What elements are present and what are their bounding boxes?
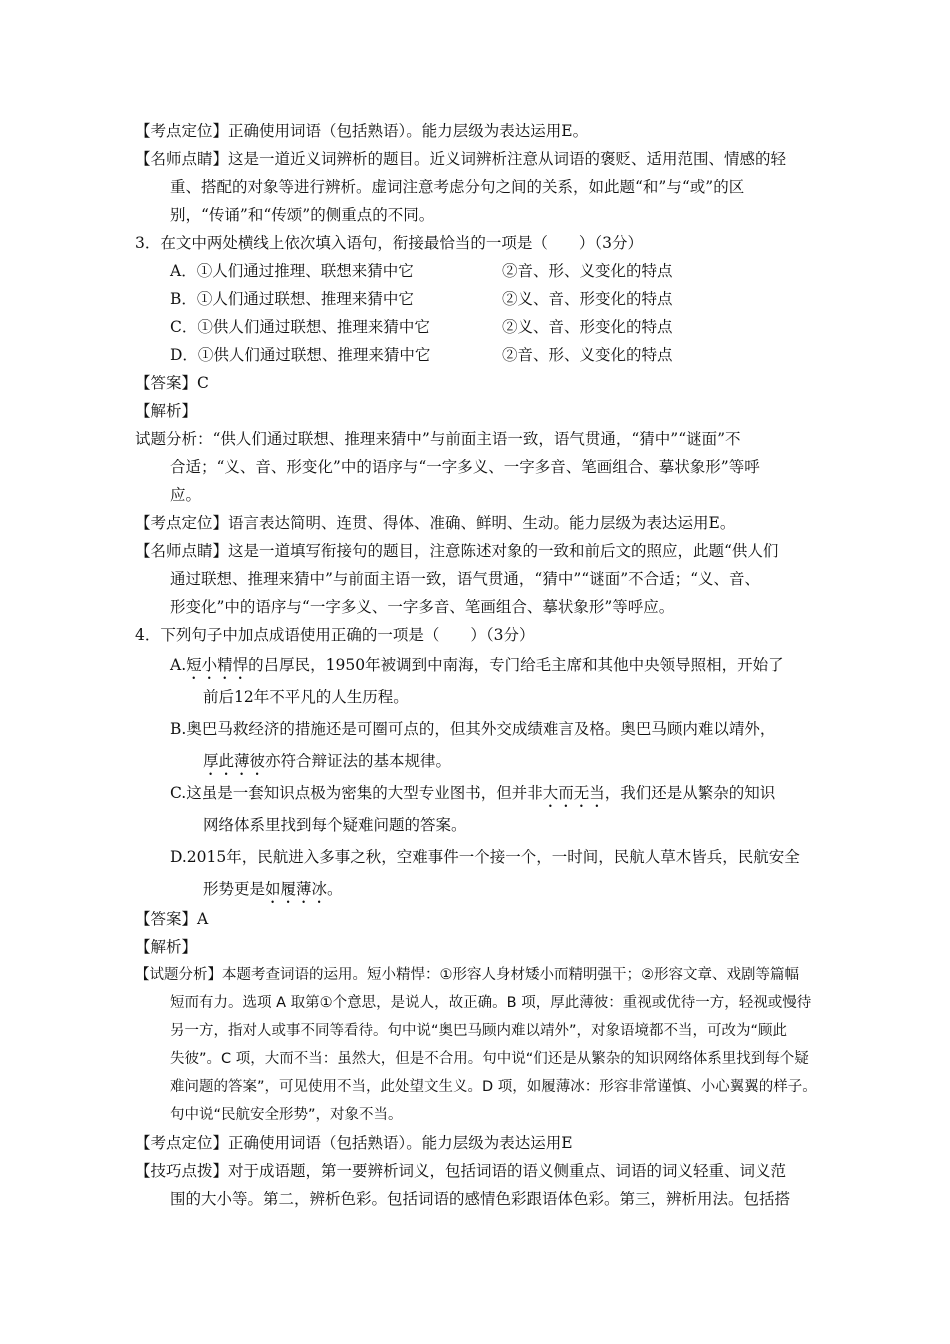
text-line: 应。 <box>170 486 202 504</box>
text-line <box>0 745 950 777</box>
text-line: 前后12年不平凡的人生历程。 <box>203 688 409 706</box>
text-line: 别，“传诵”和“传颂”的侧重点的不同。 <box>170 206 435 224</box>
dotted-idiom: 厚此薄彼 <box>203 752 266 770</box>
question-3-stem: 3．在文中两处横线上依次填入语句，衔接最恰当的一项是（ ）（3分） <box>135 234 643 252</box>
option-a-part2: ②音、形、义变化的特点 <box>502 262 673 280</box>
text-span: 亦符合辩证法的基本规律。 <box>265 752 452 770</box>
answer-label: 【答案】A <box>135 910 209 928</box>
text-line: 【名师点睛】这是一道近义词辨析的题目。近义词辨析注意从词语的褒贬、适用范围、情感的轻 <box>135 150 787 168</box>
option-b <box>0 285 950 313</box>
text-line: 句中说“民航安全形势”，对象不当。 <box>170 1107 403 1123</box>
dotted-idiom: 大而无当 <box>542 784 605 802</box>
text-line: 难问题的答案”，可见使用不当，此处望文生义。D 项，如履薄冰：形容非常谨慎、小心翼翼的样子。 <box>170 1079 817 1095</box>
text-line: 【考点定位】正确使用词语（包括熟语）。能力层级为表达运用E。 <box>135 122 589 140</box>
text-line: 通过联想、推理来猜中”与前面主语一致，语气贯通，“猜中”“谜面”不合适；“义、音、 <box>170 570 761 588</box>
text-line: 围的大小等。第二，辨析色彩。包括词语的感情色彩跟语体色彩。第三，辨析用法。包括搭 <box>170 1190 791 1208</box>
text-line: 【试题分析】本题考查词语的运用。短小精悍：①形容人身材矮小而精明强干；②形容文章、戏剧等篇幅 <box>135 967 799 983</box>
text-line: 【技巧点拨】对于成语题，第一要辨析词义，包括词语的语义侧重点、词语的词义轻重、词义范 <box>135 1162 787 1180</box>
analysis-label: 【解析】 <box>135 402 198 420</box>
option-c-part2: ②义、音、形变化的特点 <box>502 318 673 336</box>
dotted-idiom: 如履薄冰 <box>265 880 328 898</box>
text-span: A. <box>170 656 187 674</box>
text-span: C.这虽是一套知识点极为密集的大型专业图书，但并非 <box>170 784 543 802</box>
text-span: 形势更是 <box>203 880 266 898</box>
option-c-line <box>0 777 950 809</box>
analysis-label: 【解析】 <box>135 938 198 956</box>
text-line: 失彼”。C 项，大而不当：虽然大，但是不合用。句中说“们还是从繁杂的知识网络体系里找到每个疑 <box>170 1051 809 1067</box>
text-line: 试题分析：“供人们通过联想、推理来猜中”与前面主语一致，语气贯通，“猜中”“谜面”不 <box>135 430 741 448</box>
dotted-idiom: 短小精悍 <box>186 656 249 674</box>
option-b-line: B.奥巴马救经济的措施还是可圈可点的，但其外交成绩难言及格。奥巴马顾内难以靖外， <box>170 720 776 738</box>
option-d-part2: ②音、形、义变化的特点 <box>502 346 673 364</box>
option-d-part1: D．①供人们通过联想、推理来猜中它 <box>170 346 431 364</box>
option-c-part1: C．①供人们通过联想、推理来猜中它 <box>170 318 430 336</box>
document-body <box>0 117 950 1213</box>
text-span: 。 <box>327 880 343 898</box>
option-d-line: D.2015年，民航进入多事之秋，空难事件一个接一个，一时间，民航人草木皆兵，民航安全 <box>170 848 800 866</box>
text-line <box>0 873 950 905</box>
option-a-line <box>0 649 950 681</box>
option-b-part1: B．①人们通过联想、推理来猜中它 <box>170 290 414 308</box>
option-a <box>0 257 950 285</box>
text-line: 合适；“义、音、形变化”中的语序与“一字多义、一字多音、笔画组合、摹状象形”等呼 <box>170 458 760 476</box>
option-c <box>0 313 950 341</box>
question-4-stem: 4．下列句子中加点成语使用正确的一项是（ ）（3分） <box>135 626 535 644</box>
text-line: 短而有力。选项 A 取第①个意思，是说人，故正确。B 项，厚此薄彼：重视或优待一方，轻视或慢待 <box>170 995 812 1011</box>
text-line: 【名师点睛】这是一道填写衔接句的题目，注意陈述对象的一致和前后文的照应，此题“供人们 <box>135 542 779 560</box>
text-line: 形变化”中的语序与“一字多义、一字多音、笔画组合、摹状象形”等呼应。 <box>170 598 675 616</box>
text-line: 【考点定位】语言表达简明、连贯、得体、准确、鲜明、生动。能力层级为表达运用E。 <box>135 514 736 532</box>
text-line: 网络体系里找到每个疑难问题的答案。 <box>203 816 467 834</box>
text-line: 另一方，指对人或事不同等看待。句中说“奥巴马顾内难以靖外”，对象语境都不当，可改为“顾此 <box>170 1023 788 1039</box>
option-a-part1: A．①人们通过推理、联想来猜中它 <box>170 262 414 280</box>
text-line: 重、搭配的对象等进行辨析。虚词注意考虑分句之间的关系，如此题“和”与“或”的区 <box>170 178 745 196</box>
option-d <box>0 341 950 369</box>
text-line: 【考点定位】正确使用词语（包括熟语）。能力层级为表达运用E <box>135 1134 573 1152</box>
text-span: ，我们还是从繁杂的知识 <box>604 784 776 802</box>
option-b-part2: ②义、音、形变化的特点 <box>502 290 673 308</box>
text-span: 的吕厚民，1950年被调到中南海，专门给毛主席和其他中央领导照相，开始了 <box>248 656 784 674</box>
answer-label: 【答案】C <box>135 374 209 392</box>
